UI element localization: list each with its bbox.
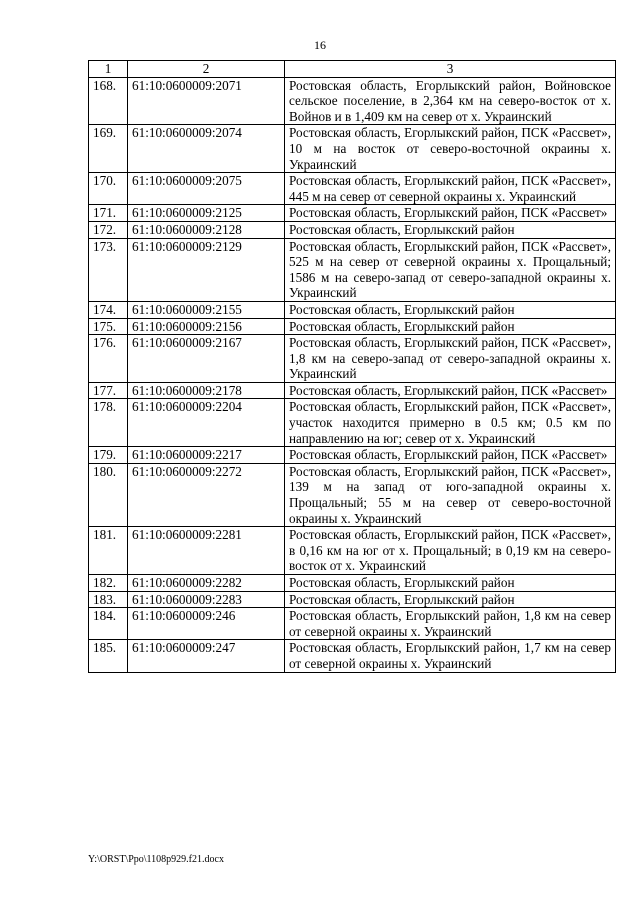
- location-description: Ростовская область, Егорлыкский район: [285, 575, 616, 592]
- cadastral-number: 61:10:0600009:2204: [128, 399, 285, 447]
- cadastral-number: 61:10:0600009:2281: [128, 527, 285, 575]
- location-description: Ростовская область, Егорлыкский район, ПСК «Рассвет»: [285, 447, 616, 464]
- table-row: [89, 221, 616, 238]
- cadastral-number: 61:10:0600009:2071: [128, 77, 285, 125]
- row-number: 177.: [89, 382, 128, 399]
- row-number: 173.: [89, 238, 128, 301]
- table-row: [89, 205, 616, 222]
- location-description: Ростовская область, Егорлыкский район, Войновское сельское поселение, в 2,364 км на северо-восток от х. Войнов и в 1,409 км на север от х. Украинский: [285, 77, 616, 125]
- row-number: 175.: [89, 318, 128, 335]
- table-row: [89, 591, 616, 608]
- location-description: Ростовская область, Егорлыкский район, ПСК «Рассвет», 445 м на север от северной окраины х. Украинский: [285, 173, 616, 205]
- column-header-number: 1: [89, 61, 128, 78]
- cadastral-number: 61:10:0600009:2283: [128, 591, 285, 608]
- table-header-row: [89, 61, 616, 78]
- cadastral-number: 61:10:0600009:2167: [128, 335, 285, 383]
- row-number: 169.: [89, 125, 128, 173]
- cadastral-number: 61:10:0600009:2282: [128, 575, 285, 592]
- table-row: [89, 173, 616, 205]
- row-number: 182.: [89, 575, 128, 592]
- cadastral-number: 61:10:0600009:246: [128, 608, 285, 640]
- page-number: 16: [314, 38, 326, 52]
- table-row: [89, 527, 616, 575]
- cadastral-number: 61:10:0600009:2128: [128, 221, 285, 238]
- cadastral-number: 61:10:0600009:247: [128, 640, 285, 672]
- table-row: [89, 238, 616, 301]
- row-number: 172.: [89, 221, 128, 238]
- row-number: 184.: [89, 608, 128, 640]
- cadastral-number: 61:10:0600009:2074: [128, 125, 285, 173]
- location-description: Ростовская область, Егорлыкский район, 1,7 км на север от северной окраины х. Украинский: [285, 640, 616, 672]
- cadastral-number: 61:10:0600009:2155: [128, 301, 285, 318]
- cadastral-number: 61:10:0600009:2217: [128, 447, 285, 464]
- cadastral-number: 61:10:0600009:2178: [128, 382, 285, 399]
- cadastral-number: 61:10:0600009:2129: [128, 238, 285, 301]
- land-parcel-table: [88, 60, 616, 673]
- location-description: Ростовская область, Егорлыкский район, 1,8 км на север от северной окраины х. Украинский: [285, 608, 616, 640]
- row-number: 179.: [89, 447, 128, 464]
- location-description: Ростовская область, Егорлыкский район, ПСК «Рассвет», 10 м на восток от северо-восточной окраины х. Украинский: [285, 125, 616, 173]
- table-row: [89, 77, 616, 125]
- cadastral-number: 61:10:0600009:2075: [128, 173, 285, 205]
- row-number: 178.: [89, 399, 128, 447]
- table-row: [89, 575, 616, 592]
- row-number: 174.: [89, 301, 128, 318]
- table-row: [89, 125, 616, 173]
- location-description: Ростовская область, Егорлыкский район: [285, 318, 616, 335]
- location-description: Ростовская область, Егорлыкский район: [285, 591, 616, 608]
- row-number: 180.: [89, 463, 128, 526]
- row-number: 168.: [89, 77, 128, 125]
- location-description: Ростовская область, Егорлыкский район, ПСК «Рассвет», участок находится примерно в 0.5 км; 0.5 км по направлению на юг; север от х. Украинский: [285, 399, 616, 447]
- column-header-cadastral-number: 2: [128, 61, 285, 78]
- location-description: Ростовская область, Егорлыкский район, ПСК «Рассвет»: [285, 205, 616, 222]
- location-description: Ростовская область, Егорлыкский район, ПСК «Рассвет»: [285, 382, 616, 399]
- table-row: [89, 382, 616, 399]
- row-number: 183.: [89, 591, 128, 608]
- row-number: 171.: [89, 205, 128, 222]
- row-number: 181.: [89, 527, 128, 575]
- location-description: Ростовская область, Егорлыкский район, ПСК «Рассвет», 1,8 км на северо-запад от северо-западной окраины х. Украинский: [285, 335, 616, 383]
- table-row: [89, 608, 616, 640]
- table-row: [89, 447, 616, 464]
- location-description: Ростовская область, Егорлыкский район: [285, 221, 616, 238]
- table-row: [89, 301, 616, 318]
- location-description: Ростовская область, Егорлыкский район: [285, 301, 616, 318]
- location-description: Ростовская область, Егорлыкский район, ПСК «Рассвет», 525 м на север от северной окраины х. Прощальный; 1586 м на северо-запад от северо-западной окраины х. Украинский: [285, 238, 616, 301]
- location-description: Ростовская область, Егорлыкский район, ПСК «Рассвет», 139 м на запад от юго-западной окраины х. Прощальный; 55 м на север от северо-восточной окраины х. Украинский: [285, 463, 616, 526]
- cadastral-number: 61:10:0600009:2156: [128, 318, 285, 335]
- footer-file-path: Y:\ORST\Ppo\1108p929.f21.docx: [88, 854, 224, 865]
- row-number: 170.: [89, 173, 128, 205]
- cadastral-number: 61:10:0600009:2125: [128, 205, 285, 222]
- table-row: [89, 463, 616, 526]
- table-row: [89, 335, 616, 383]
- table-row: [89, 640, 616, 672]
- row-number: 176.: [89, 335, 128, 383]
- cadastral-number: 61:10:0600009:2272: [128, 463, 285, 526]
- table-row: [89, 399, 616, 447]
- column-header-location: 3: [285, 61, 616, 78]
- table-row: [89, 318, 616, 335]
- location-description: Ростовская область, Егорлыкский район, ПСК «Рассвет», в 0,16 км на юг от х. Прощальный; в 0,19 км на северо-восток от х. Украинский: [285, 527, 616, 575]
- row-number: 185.: [89, 640, 128, 672]
